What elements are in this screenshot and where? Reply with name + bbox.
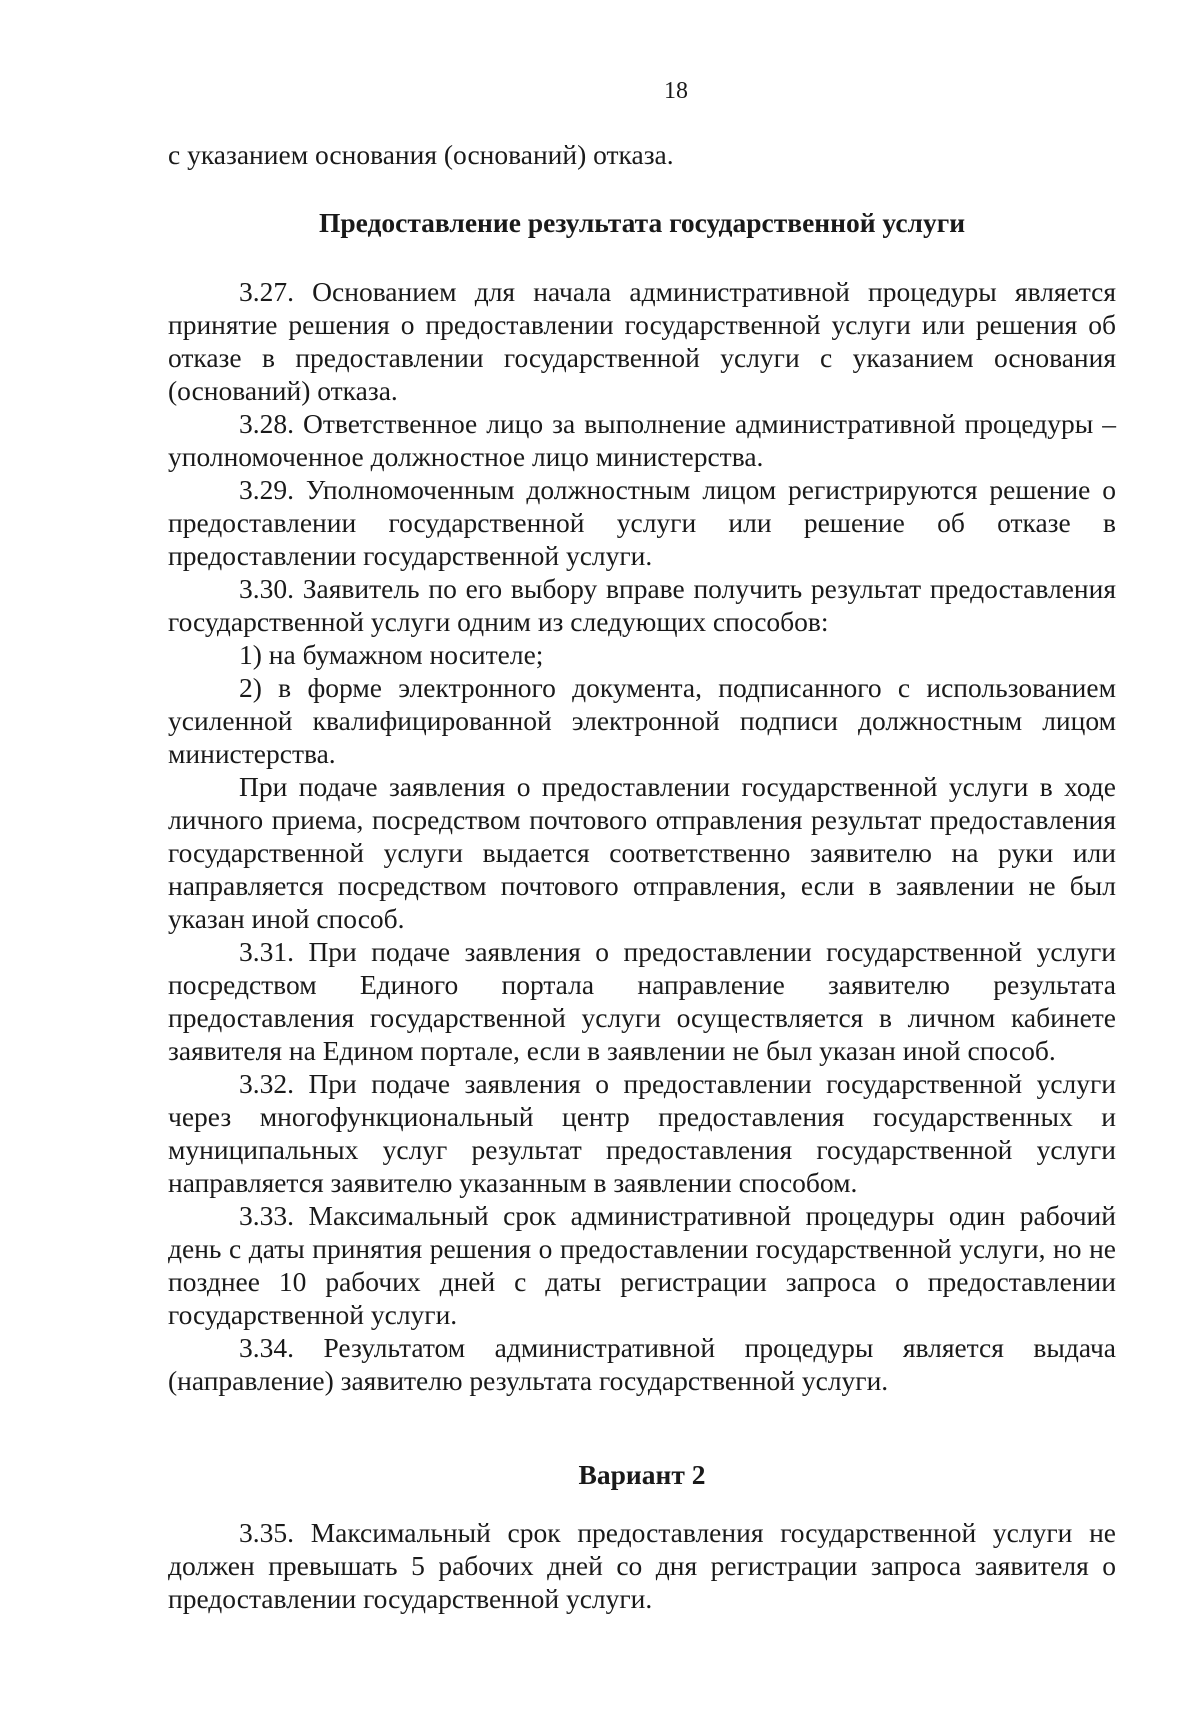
paragraph-personal-receipt: При подаче заявления о предоставлении государственной услуги в ходе личного приема, посредством почтового отправления результат предоставления государственной услуги выдается соответственно заявителю на руки или направляется посредством почтового отправления, если в заявлении не был указан иной способ. — [168, 771, 1116, 934]
list-item-2: 2) в форме электронного документа, подписанного с использованием усиленной квалифицированной электронной подписи должностным лицом министерства. — [168, 672, 1116, 769]
section-heading-variant-2: Вариант 2 — [578, 1459, 706, 1490]
paragraph-3-34: 3.34. Результатом административной процедуры является выдача (направление) заявителю результата государственной услуги. — [168, 1332, 1116, 1396]
section-heading-result: Предоставление результата государственной услуги — [318, 207, 966, 238]
paragraph-3-33: 3.33. Максимальный срок административной процедуры один рабочий день с даты принятия решения о предоставлении государственной услуги, но не позднее 10 рабочих дней с даты регистрации запроса о предоставлении государственной услуги. — [168, 1200, 1116, 1330]
page-number: 18 — [664, 78, 688, 104]
paragraph-3-28: 3.28. Ответственное лицо за выполнение административной процедуры – уполномоченное должностное лицо министерства. — [168, 408, 1116, 472]
paragraph-3-30: 3.30. Заявитель по его выбору вправе получить результат предоставления государственной услуги одним из следующих способов: — [168, 573, 1116, 637]
list-item-1: 1) на бумажном носителе; — [239, 639, 544, 670]
paragraph-3-27: 3.27. Основанием для начала административной процедуры является принятие решения о предоставлении государственной услуги или решения об отказе в предоставлении государственной услуги с указанием основания (оснований) отказа. — [168, 276, 1116, 406]
document-body — [168, 138, 1116, 1615]
continuation-text: с указанием основания (оснований) отказа. — [168, 139, 674, 170]
paragraph-3-31: 3.31. При подаче заявления о предоставлении государственной услуги посредством Единого портала направление заявителю результата предоставления государственной услуги осуществляется в личном кабинете заявителя на Едином портале, если в заявлении не был указан иной способ. — [168, 936, 1116, 1066]
paragraph-3-32: 3.32. При подаче заявления о предоставлении государственной услуги через многофункциональный центр предоставления государственных и муниципальных услуг результат предоставления государственной услуги направляется заявителю указанным в заявлении способом. — [168, 1068, 1116, 1198]
paragraph-3-35: 3.35. Максимальный срок предоставления государственной услуги не должен превышать 5 рабочих дней со дня регистрации запроса заявителя о предоставлении государственной услуги. — [168, 1517, 1116, 1614]
paragraph-3-29: 3.29. Уполномоченным должностным лицом регистрируются решение о предоставлении государственной услуги или решение об отказе в предоставлении государственной услуги. — [168, 474, 1116, 571]
